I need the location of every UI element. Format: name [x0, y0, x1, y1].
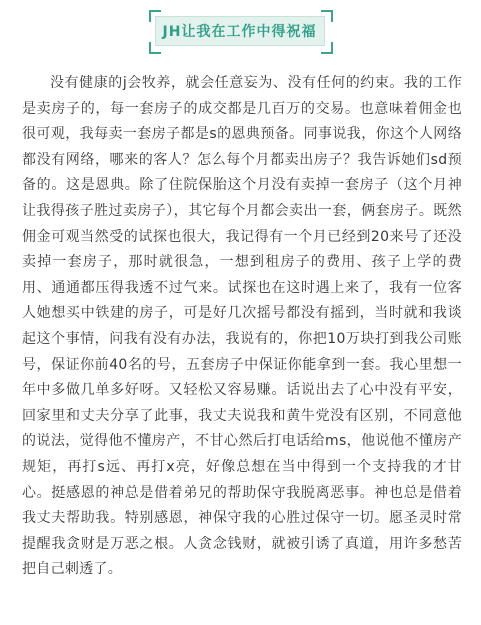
article-title: JH让我在工作中得祝福 [162, 24, 317, 40]
title-box [155, 16, 325, 46]
article-paragraph: 没有健康的j会牧养，就会任意妄为、没有任何的约束。我的工作是卖房子的，每一套房子的成交都是几百万的交易。也意味着佣金也很可观，我每卖一套房子都是s的恩典预备。同事说我，你这个人网络都没有网络，哪来的客人？怎么每个月都卖出房子？我告诉她们sd预备的。这是恩典。除了住院保胎这个月没有卖掉一套房子（这个月神让我得孩子胜过卖房子），其它每个月都会卖出一套，俩套房子。既然佣金可观当然受的试探也很大，我记得有一个月已经到20来号了还没卖掉一套房子，那时就很急，一想到租房子的费用、孩子上学的费用、通通都压得我透不过气来。试探也在这时遇上来了，我有一位客人她想买中铁建的房子，可是好几次摇号都没有摇到，当时就和我谈起这个事情，问我有没有办法，我说有的，你把10万块打到我公司账号，保证你前40名的号，五套房子中保证你能拿到一套。我心里想一年中多做几单多好呀。又轻松又容易赚。话说出去了心中没有平安，回家里和丈夫分享了此事，我丈夫说我和黄牛党没有区别，不同意他的说法，觉得他不懂房产，不甘心然后打电话给ms，他说他不懂房产规矩，再打s远、再打x亮，好像总想在当中得到一个支持我的才甘心。挺感恩的神总是借着弟兄的帮助保守我脱离恶事。神也总是借着我丈夫帮助我。特别感恩，神保守我的心胜过保守一切。愿圣灵时常提醒我贪财是万恶之根。人贪念钱财，就被引诱了真道，用许多愁苦把自己刺透了。 [22, 75, 462, 578]
title-frame [149, 10, 333, 54]
